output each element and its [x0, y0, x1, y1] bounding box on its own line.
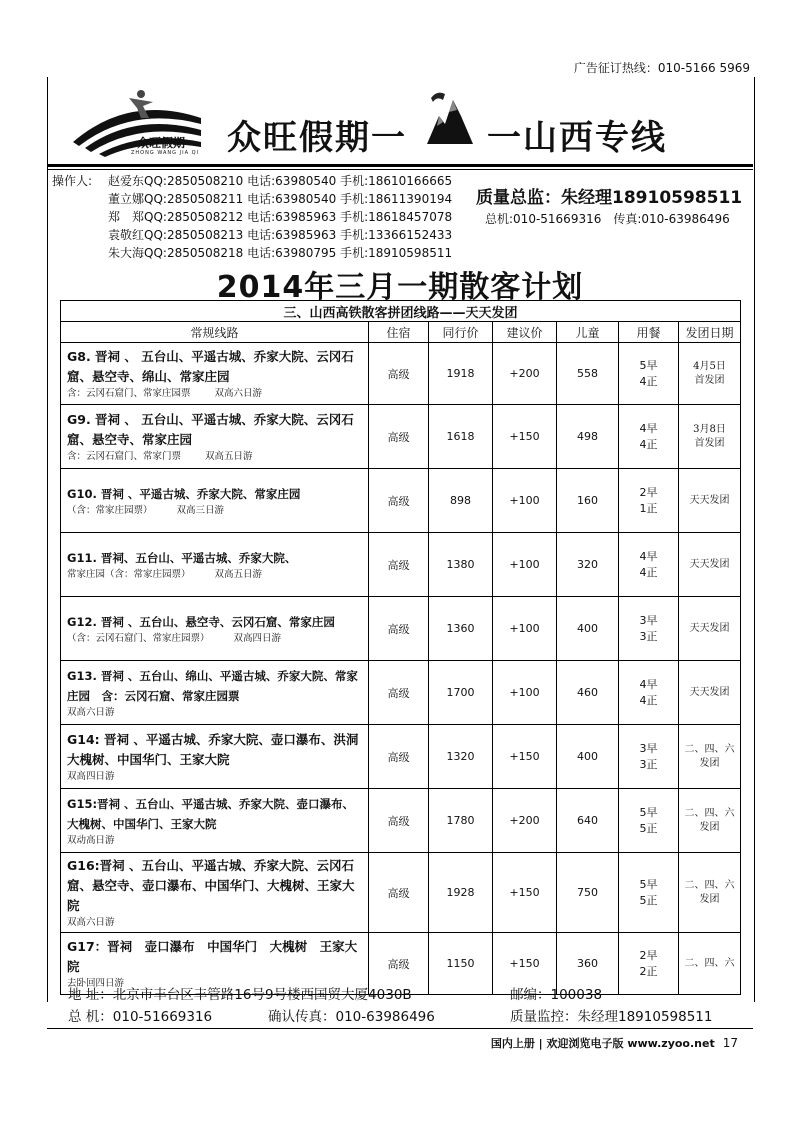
route-cell [61, 597, 369, 661]
column-header: 常规线路 [61, 322, 369, 343]
operator-mobile: 手机:18610166665 [340, 174, 453, 188]
suggest-price-cell: +150 [493, 725, 557, 789]
route-main: G16:晋祠 、五台山、平遥古城、乔家大院、云冈石窟、悬空寺、壶口瀑布、中国华门、大槐树、王家大院 [67, 858, 355, 913]
operator-name: 董立娜 [108, 192, 145, 206]
child-price-cell: 498 [557, 405, 619, 469]
peer-price-cell: 1380 [429, 533, 493, 597]
child-price-cell: 750 [557, 853, 619, 933]
peer-price-cell: 898 [429, 469, 493, 533]
hotel-cell: 高级 [369, 405, 429, 469]
section-title: 三、山西高铁散客拼团线路——天天发团 [61, 301, 741, 322]
switchboard-fax: 总机:010-51669316 传真:010-63986496 [485, 212, 730, 226]
child-price-cell: 400 [557, 725, 619, 789]
route-main: G11. 晋祠、五台山、平遥古城、乔家大院、 [67, 551, 297, 565]
child-price-cell: 160 [557, 469, 619, 533]
hotel-cell: 高级 [369, 853, 429, 933]
departure-cell: 二、四、六 发团 [679, 789, 741, 853]
operators-list [52, 172, 452, 262]
header-rule [47, 164, 753, 170]
child-price-cell: 320 [557, 533, 619, 597]
meal-cell: 3早 3正 [619, 725, 679, 789]
meal-cell: 4早 4正 [619, 661, 679, 725]
hotel-cell: 高级 [369, 725, 429, 789]
quality-monitor: 质量监控：朱经理18910598511 [510, 1009, 713, 1025]
peer-price-cell: 1928 [429, 853, 493, 933]
brand-title-right: 一山西专线 [487, 118, 667, 158]
peer-price-cell: 1700 [429, 661, 493, 725]
route-note: （含：常家庄园票） 双高三日游 [67, 505, 225, 516]
route-cell [61, 661, 369, 725]
route-cell [61, 405, 369, 469]
operator-row [52, 190, 452, 208]
operator-qq: QQ:2850508212 [144, 210, 244, 224]
operator-phone: 电话:63985963 [247, 210, 337, 224]
route-note: 双动高日游 [67, 835, 115, 846]
operator-mobile: 手机:18611390194 [340, 192, 453, 206]
route-main: G17：晋祠 壶口瀑布 中国华门 大槐树 王家大院 [67, 939, 358, 974]
suggest-price-cell: +200 [493, 789, 557, 853]
route-table [60, 300, 741, 995]
route-cell [61, 469, 369, 533]
page-number: 17 [722, 1036, 738, 1050]
operator-mobile: 手机:18910598511 [340, 246, 453, 260]
table-row [61, 725, 741, 789]
departure-cell: 二、四、六 [679, 933, 741, 995]
meal-cell: 5早 5正 [619, 789, 679, 853]
route-main: G9. 晋祠 、 五台山、平遥古城、乔家大院、云冈石窟、悬空寺、常家庄园 [67, 412, 354, 447]
departure-cell: 4月5日 首发团 [679, 343, 741, 405]
route-main: G10. 晋祠 、平遥古城、乔家大院、常家庄园 [67, 487, 301, 501]
hotel-cell: 高级 [369, 343, 429, 405]
table-row [61, 789, 741, 853]
table-row [61, 405, 741, 469]
peer-price-cell: 1780 [429, 789, 493, 853]
operator-name: 袁敬红 [108, 228, 145, 242]
route-note: （含：云冈石窟门、常家庄园票） 双高四日游 [67, 633, 282, 644]
column-header: 用餐 [619, 322, 679, 343]
departure-cell: 天天发团 [679, 469, 741, 533]
hotel-cell: 高级 [369, 789, 429, 853]
page-footer [491, 1035, 738, 1051]
child-price-cell: 360 [557, 933, 619, 995]
hotel-cell: 高级 [369, 661, 429, 725]
departure-cell: 天天发团 [679, 597, 741, 661]
operator-qq: QQ:2850508218 [144, 246, 244, 260]
meal-cell: 5早 5正 [619, 853, 679, 933]
table-row [61, 533, 741, 597]
suggest-price-cell: +100 [493, 661, 557, 725]
page-foot-text: 国内上册 | 欢迎浏览电子版 www.zyoo.net [490, 1037, 715, 1050]
table-row [61, 343, 741, 405]
brand-title-left: 众旺假期一 [227, 118, 407, 158]
route-main: G12. 晋祠 、五台山、悬空寺、云冈石窟、常家庄园 [67, 615, 335, 629]
brand-header [47, 78, 753, 166]
footer-switchboard: 总 机：010-51669316 [68, 1009, 213, 1025]
logo-text: 众旺假期 [137, 136, 186, 150]
peer-price-cell: 1918 [429, 343, 493, 405]
operator-qq: QQ:2850508211 [144, 192, 244, 206]
operator-phone: 电话:63980540 [247, 174, 337, 188]
column-header: 发团日期 [679, 322, 741, 343]
column-header: 建议价 [493, 322, 557, 343]
mountain-icon [425, 86, 475, 146]
route-main: G14: 晋祠 、平遥古城、乔家大院、壶口瀑布、洪洞大槐树、中国华门、王家大院 [67, 732, 359, 767]
column-header: 住宿 [369, 322, 429, 343]
departure-cell: 二、四、六 发团 [679, 853, 741, 933]
route-main: G13. 晋祠 、五台山、绵山、平遥古城、乔家大院、常家庄园 含：云冈石窟、常家庄园票 [67, 669, 358, 703]
operator-phone: 电话:63985963 [247, 228, 337, 242]
operator-qq: QQ:2850508210 [144, 174, 244, 188]
logo-sub: ZHONG WANG JIA QI [131, 150, 199, 156]
meal-cell: 5早 4正 [619, 343, 679, 405]
operators-label: 操作人: [52, 174, 93, 188]
table-row [61, 853, 741, 933]
route-cell [61, 853, 369, 933]
departure-cell: 二、四、六 发团 [679, 725, 741, 789]
operator-name: 郑 郑 [108, 210, 145, 224]
page-foot-rule [47, 1028, 753, 1029]
meal-cell: 4早 4正 [619, 405, 679, 469]
operator-mobile: 手机:13366152433 [340, 228, 453, 242]
operator-row [52, 172, 452, 190]
suggest-price-cell: +200 [493, 343, 557, 405]
departure-cell: 天天发团 [679, 661, 741, 725]
peer-price-cell: 1150 [429, 933, 493, 995]
route-note: 双高四日游 [67, 771, 115, 782]
peer-price-cell: 1618 [429, 405, 493, 469]
operator-name: 赵爱东 [108, 174, 145, 188]
meal-cell: 2早 1正 [619, 469, 679, 533]
departure-cell: 3月8日 首发团 [679, 405, 741, 469]
route-note: 双高六日游 [67, 707, 115, 718]
route-note: 含：云冈石窟门、常家庄园票 双高六日游 [67, 388, 263, 399]
ad-hotline: 广告征订热线：010-5166 5969 [573, 61, 750, 75]
suggest-price-cell: +100 [493, 533, 557, 597]
hotel-cell: 高级 [369, 533, 429, 597]
route-cell [61, 533, 369, 597]
route-note: 去卧回四日游 [67, 978, 125, 989]
route-main: G15:晋祠 、五台山、平遥古城、乔家大院、壶口瀑布、大槐树、中国华门、王家大院 [67, 797, 355, 831]
confirm-fax: 确认传真：010-63986496 [268, 1009, 435, 1025]
operator-phone: 电话:63980540 [247, 192, 337, 206]
operator-phone: 电话:63980795 [247, 246, 337, 260]
suggest-price-cell: +150 [493, 405, 557, 469]
plan-title: 2014年三月一期散客计划 [216, 270, 584, 305]
route-cell [61, 789, 369, 853]
quality-director: 质量总监：朱经理18910598511 [476, 188, 743, 208]
operator-name: 朱大海 [108, 246, 145, 260]
child-price-cell: 460 [557, 661, 619, 725]
table-row [61, 661, 741, 725]
child-price-cell: 640 [557, 789, 619, 853]
table-row [61, 469, 741, 533]
peer-price-cell: 1320 [429, 725, 493, 789]
operator-row [52, 244, 452, 262]
route-cell [61, 343, 369, 405]
operator-row [52, 208, 452, 226]
meal-cell: 2早 2正 [619, 933, 679, 995]
hotel-cell: 高级 [369, 597, 429, 661]
route-cell [61, 725, 369, 789]
route-note: 含：云冈石窟门、常家门票 双高五日游 [67, 451, 253, 462]
route-note: 双高六日游 [67, 917, 115, 928]
route-note: 常家庄园（含：常家庄园票） 双高五日游 [67, 569, 263, 580]
child-price-cell: 400 [557, 597, 619, 661]
table-row [61, 597, 741, 661]
address: 地 址：北京市丰台区丰管路16号9号楼西国贸大厦4030B [68, 987, 412, 1003]
suggest-price-cell: +100 [493, 469, 557, 533]
hotel-cell: 高级 [369, 933, 429, 995]
operator-qq: QQ:2850508213 [144, 228, 244, 242]
suggest-price-cell: +100 [493, 597, 557, 661]
child-price-cell: 558 [557, 343, 619, 405]
operator-row [52, 226, 452, 244]
route-main: G8. 晋祠 、 五台山、平遥古城、乔家大院、云冈石窟、悬空寺、绵山、常家庄园 [67, 349, 354, 384]
postcode: 邮编：100038 [510, 987, 603, 1003]
meal-cell: 3早 3正 [619, 597, 679, 661]
suggest-price-cell: +150 [493, 853, 557, 933]
meal-cell: 4早 4正 [619, 533, 679, 597]
column-header: 儿童 [557, 322, 619, 343]
peer-price-cell: 1360 [429, 597, 493, 661]
departure-cell: 天天发团 [679, 533, 741, 597]
hotel-cell: 高级 [369, 469, 429, 533]
contact-footer [68, 984, 768, 1028]
suggest-price-cell: +150 [493, 933, 557, 995]
column-header: 同行价 [429, 322, 493, 343]
operator-mobile: 手机:18618457078 [340, 210, 453, 224]
